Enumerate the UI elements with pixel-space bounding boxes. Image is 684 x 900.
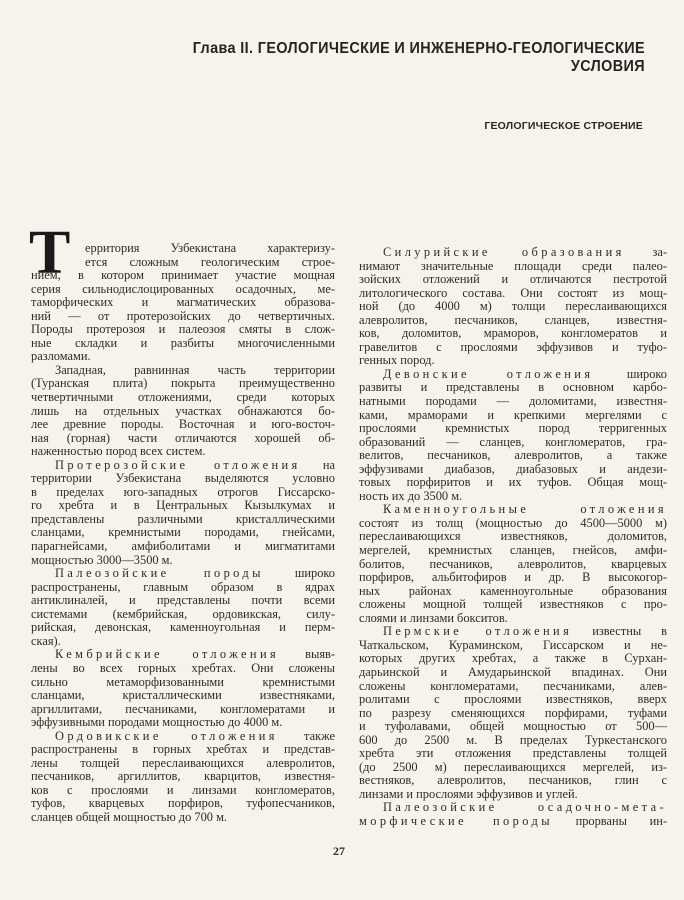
text-line: сложены мощной толщей известняков с про- <box>359 597 667 612</box>
text-line: таморфических и магматических образова- <box>31 295 335 310</box>
text-line: сильно метаморфизованными кремнистыми <box>31 674 335 689</box>
text-line: алевролитов, песчаников, сланцев, известня- <box>359 312 667 327</box>
text-line: антиклиналей, и представлены почти всеми <box>31 593 335 608</box>
text-line: генных пород. <box>359 353 435 368</box>
text-line: ний — от протерозойских до четвертичных. <box>31 308 335 323</box>
text-line: в пределах юго-западных отрогов Гиссарско- <box>31 484 335 499</box>
text-line: товых порфиритов и их туфов. Общая мощ- <box>359 475 667 490</box>
text-line: 600 до 2500 м. В пределах Туркестанского <box>359 732 667 747</box>
text-line: песчаников, аргиллитов, кварцитов, известня- <box>31 769 335 784</box>
text-line: нием, в котором принимает участие мощная <box>31 268 335 283</box>
line-tail: широко <box>626 366 667 381</box>
text-line: распространены в горных хребтах и представ- <box>31 742 335 757</box>
paragraph <box>31 648 335 729</box>
text-line: лее древние породы. Восточная и юго-восточ- <box>31 417 335 432</box>
text-line: хребта эти отложения представлены толщей <box>359 746 667 761</box>
text-line: литологического состава. Они состоят из мощ- <box>359 285 667 300</box>
spaced-lead-term: Кембрийские отложения <box>55 647 280 662</box>
text-line: ная (горная) части отличаются хорошей об- <box>31 430 335 445</box>
spaced-lead-term: Протерозойские отложения <box>55 457 301 472</box>
text-line: натными породами — доломитами, известня- <box>359 394 667 409</box>
text-line: ной (до 4000 м) толщи переслаивающихся <box>359 299 667 314</box>
paragraph <box>31 730 335 825</box>
text-line: лены толщей переслаивающихся алевролитов, <box>31 755 335 770</box>
line-tail: на <box>322 457 335 472</box>
text-line: ками, мраморами и крепкими мергелями с <box>359 407 667 422</box>
text-line: серия сильнодислоцированных осадочных, ме- <box>31 281 335 296</box>
text-line: (Туранская плита) покрыта преимущественно <box>31 376 335 391</box>
paragraph <box>31 364 335 459</box>
text-line <box>31 459 335 473</box>
text-line <box>359 625 667 639</box>
text-line: аргиллитами, песчаниками, конгломератами и <box>31 701 335 716</box>
text-line <box>359 503 667 517</box>
paragraph <box>359 368 667 503</box>
text-line: рийская, девонская, каменноугольная и перм- <box>31 620 335 635</box>
text-line: порфиров, альбитофиров и др. В высокогор- <box>359 570 667 585</box>
text-line: гравелитов с прослоями эффузивов и туфо- <box>359 339 667 354</box>
section-title: ГЕОЛОГИЧЕСКОЕ СТРОЕНИЕ <box>484 120 643 132</box>
text-line: лены во всех горных хребтах. Они сложены <box>31 660 335 675</box>
text-line: эффузивными породами мощностью до 4000 м. <box>31 715 283 730</box>
text-line <box>359 246 667 260</box>
text-line <box>359 368 667 382</box>
text-line: линзами и прослоями эффузивов и углей. <box>359 786 578 801</box>
text-line: слоями и линзами бокситов. <box>359 610 508 625</box>
line-tail: известны в <box>592 624 667 639</box>
text-line: разломами. <box>31 349 91 364</box>
text-line: наженностью пород всех систем. <box>31 444 206 459</box>
text-line: го хребта и в Центральных Кызылкумах и <box>31 498 335 513</box>
text-line: вестняков, алевролитов, песчаников, глин с <box>359 773 667 788</box>
text-line: Породы протерозоя и палеозоя смяты в слож- <box>31 322 335 337</box>
text-line: мощностью 3000—3500 м. <box>31 552 173 567</box>
text-line: распространены, главным образом в ядрах <box>31 579 335 594</box>
line-tail: выяв- <box>305 647 335 662</box>
text-line: ков с прослоями и линзами конгломератов, <box>31 782 335 797</box>
spaced-lead-term: Пермские отложения <box>383 624 573 639</box>
text-line: ных районах каменноугольные образования <box>359 583 667 598</box>
spaced-lead-term: Ордовикские отложения <box>55 728 278 743</box>
text-line: образований — сланцев, конгломератов, гра- <box>359 434 667 449</box>
paragraph <box>359 625 667 801</box>
text-line: и туфолавами, общей мощностью от 500— <box>359 719 667 734</box>
text-line: лишь на отдельных участках обнажаются бо- <box>31 403 335 418</box>
line-tail: также <box>304 728 335 743</box>
paragraph <box>31 242 335 364</box>
text-line <box>359 801 667 815</box>
text-line: ерритория Узбекистана характеризу- <box>85 241 335 255</box>
text-line: ные складки и разбиты многочисленными <box>31 335 335 350</box>
text-line <box>31 648 335 662</box>
text-line: мергелей, кремнистых сланцев, гнейсов, амфи- <box>359 543 667 558</box>
page-number: 27 <box>333 844 345 858</box>
text-line: которых других хребтах, а также в Сурхан- <box>359 651 667 666</box>
text-line: дарьинской и Амударьинской впадинах. Они <box>359 664 667 679</box>
drop-cap: Т <box>29 219 71 287</box>
chapter-title: Глава II. ГЕОЛОГИЧЕСКИЕ И ИНЖЕНЕРНО-ГЕОЛОГИЧЕСКИЕ УСЛОВИЯ <box>192 40 645 75</box>
text-line: прослоями кремнистых пород терригенных <box>359 421 667 436</box>
line-tail: прорваны ин- <box>575 813 667 828</box>
spaced-lead-term: Палеозойские породы <box>55 566 264 581</box>
line-tail: широко <box>294 566 335 581</box>
text-line: развиты и представлены в основном карбо- <box>359 380 667 395</box>
text-line: болитов, песчаников, алевролитов, кварцевых <box>359 556 667 571</box>
spaced-lead-term: Каменноугольные отложения <box>383 502 667 517</box>
right-column <box>359 246 667 829</box>
text-line: зойских отложений и отличаются пестротой <box>359 272 667 287</box>
paragraph <box>31 567 335 648</box>
text-line: Чаткальском, Кураминском, Гиссарском и не- <box>359 637 667 652</box>
text-line: ролитами с прослоями известняков, вверх <box>359 692 667 707</box>
spaced-lead-term: Силурийские образования <box>383 245 625 259</box>
text-line: ность их до 3500 м. <box>359 488 463 503</box>
text-line: нимают значительные площади среди палео- <box>359 258 667 273</box>
text-line: сланцами, кремнистыми породами, гнейсами, <box>31 525 335 540</box>
left-column <box>31 242 335 825</box>
text-line: эффузивами диабазов, диабазовых и андези- <box>359 461 667 476</box>
text-line: сланцев общей мощностью до 700 м. <box>31 809 228 824</box>
text-line <box>359 815 667 829</box>
paragraph <box>359 801 667 828</box>
text-line: сланцами, кристаллическими известняками, <box>31 688 335 703</box>
text-line: состоят из толщ (мощностью до 4500—5000 м) <box>359 515 667 530</box>
paragraph <box>31 459 335 567</box>
text-line: (до 2500 м) переслаивающихся мергелей, из- <box>359 759 667 774</box>
text-line: туфов, кварцевых порфиров, туфопесчаников, <box>31 796 335 811</box>
line-tail: за- <box>652 245 667 259</box>
paragraph <box>359 503 667 625</box>
text-line: ская). <box>31 633 61 648</box>
text-line: переслаивающихся известняков, доломитов, <box>359 529 667 544</box>
text-line <box>31 730 335 744</box>
text-line: парагнейсами, амфиболитами и мигматитами <box>31 539 335 554</box>
text-line: четвертичными отложениями, среди которых <box>31 390 335 405</box>
spaced-lead-term: морфические породы <box>359 813 553 828</box>
text-line: Западная, равнинная часть территории <box>55 362 335 377</box>
text-line: ков, доломитов, мраморов, конгломератов и <box>359 326 667 341</box>
spaced-lead-term: Девонские отложения <box>383 366 594 381</box>
text-line <box>31 567 335 581</box>
text-line: сложены конгломератами, песчаниками, алев- <box>359 678 667 693</box>
spaced-lead-term: Палеозойские осадочно-мета- <box>383 800 667 815</box>
text-line: ется сложным геологическим строе- <box>85 254 335 269</box>
text-line: территории Узбекистана выделяются условно <box>31 471 335 486</box>
text-line: представлены различными кристаллическими <box>31 511 335 526</box>
paragraph <box>359 246 667 368</box>
text-line: системами (кембрийская, ордовикская, силу- <box>31 606 335 621</box>
text-line: велитов, песчаников, алевролитов, а также <box>359 448 667 463</box>
text-line: по разрезу сменяющихся порфирами, туфами <box>359 705 667 720</box>
